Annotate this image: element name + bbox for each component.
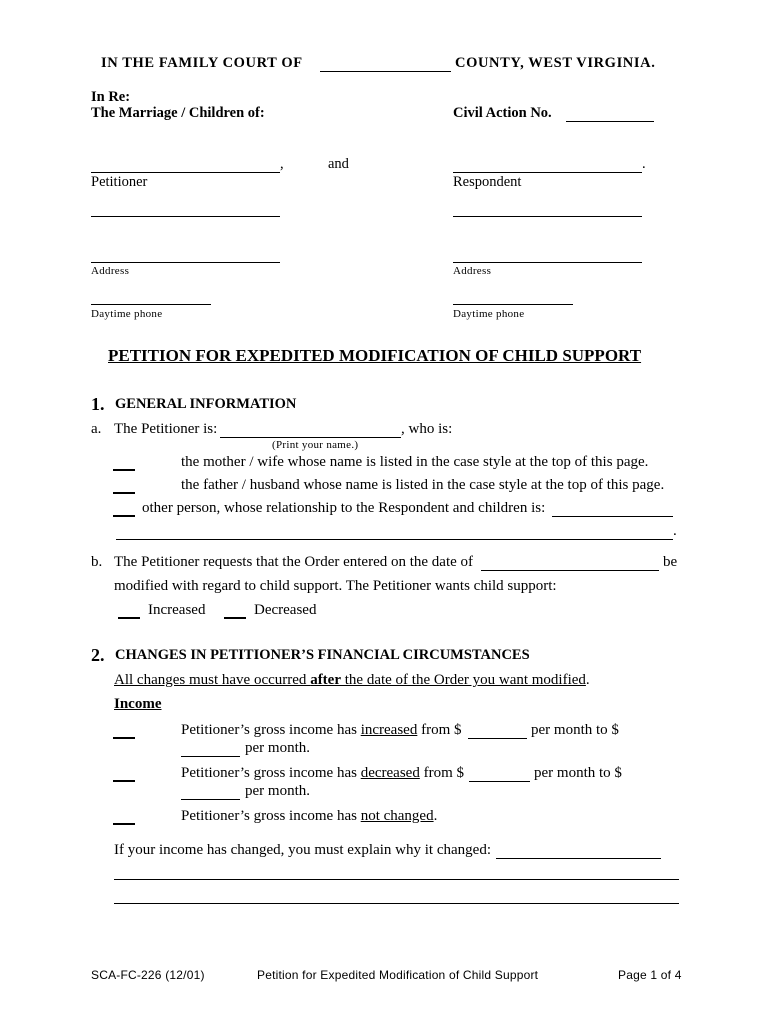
- civil-action-label: Civil Action No.: [453, 105, 552, 121]
- petitioner-address-line-1[interactable]: [91, 216, 280, 217]
- intro-bold: after: [310, 672, 341, 688]
- dec-from-amount-line[interactable]: [469, 781, 530, 782]
- intro-before: All changes must have occurred: [114, 672, 311, 688]
- relationship-period: .: [673, 523, 677, 539]
- income-decreased-checkbox[interactable]: [113, 780, 135, 782]
- dec-per-month-to: per month to $: [534, 765, 622, 781]
- explain-line-2[interactable]: [114, 879, 679, 880]
- relationship-line-1[interactable]: [552, 516, 673, 517]
- item-a-text: The Petitioner is:: [114, 421, 218, 437]
- section-1-number: 1.: [91, 394, 105, 414]
- item-b-text: The Petitioner requests that the Order entered on the date of: [114, 554, 474, 570]
- dec-pre: Petitioner’s gross income has: [181, 765, 361, 781]
- other-person-checkbox[interactable]: [113, 515, 135, 517]
- respondent-address-line-2[interactable]: [453, 262, 642, 263]
- inc-per-month-to: per month to $: [531, 722, 619, 738]
- print-name-hint: (Print your name.): [272, 439, 359, 451]
- in-re-label: In Re:: [91, 89, 131, 105]
- decreased-label: Decreased: [254, 602, 317, 618]
- intro-after: the date of the Order you want modified: [341, 672, 586, 688]
- civil-action-blank-line[interactable]: [566, 121, 654, 122]
- order-date-line[interactable]: [481, 570, 659, 571]
- item-b-be: be: [663, 554, 678, 570]
- relationship-line-2[interactable]: [116, 539, 673, 540]
- and-label: and: [328, 156, 349, 172]
- nc-pre: Petitioner’s gross income has: [181, 808, 361, 824]
- petitioner-phone-label: Daytime phone: [91, 308, 163, 320]
- option-mother-text: the mother / wife whose name is listed in the case style at the top of this page.: [181, 454, 649, 470]
- mother-checkbox[interactable]: [113, 469, 135, 471]
- respondent-phone-label: Daytime phone: [453, 308, 525, 320]
- income-increased-text: [181, 722, 462, 739]
- petitioner-comma: ,: [280, 156, 284, 172]
- marriage-children-label: The Marriage / Children of:: [91, 105, 265, 121]
- petitioner-label: Petitioner: [91, 174, 148, 190]
- explain-line-1[interactable]: [496, 858, 661, 859]
- footer-form-code: SCA-FC-226 (12/01): [91, 968, 205, 982]
- county-blank-line[interactable]: [320, 71, 451, 72]
- increased-label: Increased: [148, 602, 206, 618]
- decreased-checkbox[interactable]: [224, 617, 246, 619]
- dec-per-month: per month.: [245, 783, 310, 799]
- intro-end: .: [585, 672, 590, 688]
- footer-form-title: Petition for Expedited Modification of Child Support: [257, 968, 539, 982]
- inc-per-month: per month.: [245, 740, 310, 756]
- petitioner-address-line-2[interactable]: [91, 262, 280, 263]
- dec-mid: from $: [419, 765, 464, 781]
- section-2-heading: CHANGES IN PETITIONER’S FINANCIAL CIRCUMSTANCES: [115, 647, 530, 663]
- nc-end: .: [433, 808, 438, 824]
- section-2-intro: [114, 672, 590, 689]
- respondent-label: Respondent: [453, 174, 522, 190]
- court-label-right: COUNTY, WEST VIRGINIA.: [455, 55, 656, 71]
- inc-to-amount-line[interactable]: [181, 756, 240, 757]
- respondent-name-line[interactable]: [453, 172, 642, 173]
- item-b-label: b.: [91, 554, 103, 570]
- dec-to-amount-line[interactable]: [181, 799, 240, 800]
- income-not-changed-text: [181, 808, 437, 825]
- income-not-changed-checkbox[interactable]: [113, 823, 135, 825]
- income-increased-checkbox[interactable]: [113, 737, 135, 739]
- option-father-text: the father / husband whose name is listed in the case style at the top of this page.: [181, 477, 665, 493]
- section-1-heading: GENERAL INFORMATION: [115, 396, 297, 412]
- petitioner-address-label: Address: [91, 265, 130, 277]
- option-other-text: other person, whose relationship to the Respondent and children is:: [142, 500, 546, 516]
- inc-pre: Petitioner’s gross income has: [181, 722, 361, 738]
- page-title: PETITION FOR EXPEDITED MODIFICATION OF CHILD SUPPORT: [108, 346, 642, 365]
- item-a-label: a.: [91, 421, 102, 437]
- father-checkbox[interactable]: [113, 492, 135, 494]
- respondent-period: .: [642, 156, 646, 172]
- income-heading: Income: [114, 696, 162, 712]
- respondent-phone-line[interactable]: [453, 304, 573, 305]
- who-is-label: , who is:: [401, 421, 453, 437]
- section-2-number: 2.: [91, 645, 105, 665]
- inc-from-amount-line[interactable]: [468, 738, 527, 739]
- increased-checkbox[interactable]: [118, 617, 140, 619]
- petitioner-phone-line[interactable]: [91, 304, 211, 305]
- petitioner-print-name-line[interactable]: [220, 437, 401, 438]
- dec-word: decreased: [360, 765, 420, 781]
- respondent-address-label: Address: [453, 265, 492, 277]
- item-b-text-2: modified with regard to child support. The Petitioner wants child support:: [114, 578, 557, 594]
- court-label-left: IN THE FAMILY COURT OF: [101, 55, 303, 71]
- income-decreased-text: [181, 765, 464, 782]
- footer-page-number: Page 1 of 4: [618, 968, 682, 982]
- inc-mid: from $: [417, 722, 462, 738]
- inc-word: increased: [360, 722, 418, 738]
- petitioner-name-line[interactable]: [91, 172, 280, 173]
- respondent-address-line-1[interactable]: [453, 216, 642, 217]
- explain-line-3[interactable]: [114, 903, 679, 904]
- nc-word: not changed: [360, 808, 434, 824]
- explain-label: If your income has changed, you must explain why it changed:: [114, 842, 491, 858]
